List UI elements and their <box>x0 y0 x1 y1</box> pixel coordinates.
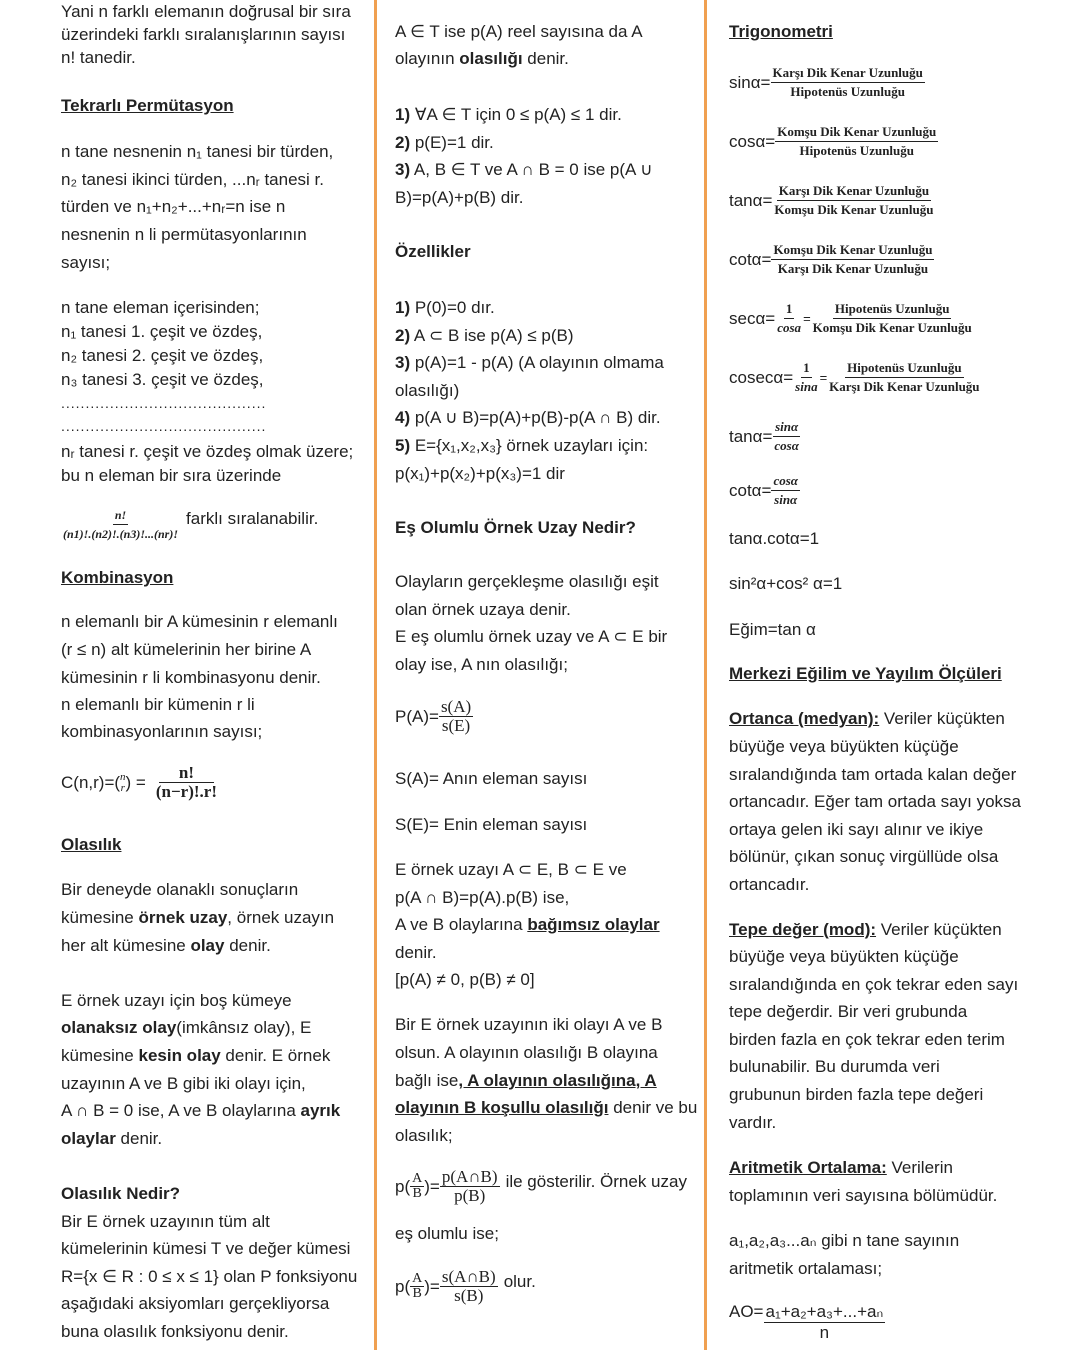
ortanca-line-4: ortancadır. Eğer tam ortada sayı yoksa <box>729 792 1021 811</box>
cc-eq: )= <box>424 1276 440 1296</box>
cc-a: A <box>412 1271 423 1286</box>
combination-fraction <box>154 764 219 801</box>
term-ortanca: Ortanca (medyan): <box>729 709 880 728</box>
def-line-2c: denir. <box>522 49 569 68</box>
nedir-line-3: R={x ∈ R : 0 ≤ x ≤ 1} olan P fonksiyonu <box>61 1267 358 1286</box>
cot-numerator: Komşu Dik Kenar Uzunluğu <box>771 241 934 260</box>
term-olanaksiz-olay: olanaksız olay <box>61 1018 177 1037</box>
combination-lhs: C(n,r)= <box>61 772 115 792</box>
kos-line-4b: denir ve bu <box>608 1098 698 1117</box>
ol-line-3c: denir. <box>224 936 271 955</box>
csc-fraction-1 <box>793 359 819 396</box>
term-tepe-deger: Tepe değer (mod): <box>729 920 877 939</box>
tan-ratio-formula <box>729 418 801 455</box>
komb-line-3: kümesinin r li kombinasyonu denir. <box>61 668 321 687</box>
combination-denominator: (n−r)!.r! <box>155 782 217 801</box>
ao-line-3: a₁,a₂,a₃...aₙ gibi n tane sayının <box>729 1231 960 1250</box>
tp-line-3: türden ve n₁+n₂+...+nᵣ=n ise n <box>61 197 286 216</box>
mod-line-8: vardır. <box>729 1113 777 1132</box>
cot2-denominator: sinα <box>774 492 798 507</box>
bos-line-2b: (imkânsız olay), E <box>176 1018 312 1037</box>
tan-fraction <box>772 182 935 219</box>
heading-ozellikler: Özellikler <box>395 242 471 261</box>
cond-b: B <box>412 1186 422 1201</box>
bos-line-3 <box>61 1046 330 1066</box>
column-divider-right <box>704 0 707 1350</box>
bos-line-6 <box>61 1129 162 1149</box>
intro-line-1: Yani n farklı elemanın doğrusal bir sıra <box>61 2 351 21</box>
ozellik-3-number: 3) <box>395 353 411 372</box>
bag-line-3 <box>395 915 660 935</box>
def-line-2 <box>395 49 569 69</box>
sin-formula <box>729 64 925 101</box>
cos-fraction <box>775 123 938 160</box>
kos-line-1: Bir E örnek uzayının iki olayı A ve B <box>395 1015 663 1034</box>
bag-line-3a: A ve B olaylarına <box>395 915 528 934</box>
cond-eq: )= <box>424 1176 440 1196</box>
bos-line-3c: denir. E örnek <box>220 1046 331 1065</box>
combination-formula <box>61 764 219 801</box>
sec-eq: = <box>803 311 811 326</box>
ortanca-line-6: bölünür, çıkan sonuç virgüllüde olsa <box>729 847 999 866</box>
es-line-4: olay ise, A nın olasılığı; <box>395 655 568 674</box>
binom-bottom: r <box>120 781 125 794</box>
conditional-count-formula <box>395 1268 536 1305</box>
ortanca-line-1b: Veriler küçükten <box>879 709 1005 728</box>
sin-lhs: sinα= <box>729 72 771 92</box>
sin-fraction <box>771 64 925 101</box>
tan-denominator: Komşu Dik Kenar Uzunluğu <box>774 202 934 217</box>
cot2-lhs: cotα= <box>729 480 772 500</box>
ozellik-2-text: A ⊂ B ise p(A) ≤ p(B) <box>410 326 574 345</box>
ol-line-2a: kümesine <box>61 908 139 927</box>
komb-line-4: n elemanlı bir kümenin r li <box>61 695 255 714</box>
ao-line-2: toplamının veri sayısına bölümüdür. <box>729 1186 998 1205</box>
ozellik-5 <box>395 436 648 456</box>
ozellik-5-text: E={x₁,x₂,x₃} örnek uzayları için: <box>410 436 649 455</box>
ozellik-2-number: 2) <box>395 326 411 345</box>
cc-numerator: s(A∩B) <box>441 1267 496 1286</box>
kos-line-2: olsun. A olayının olasılığı B olayına <box>395 1043 658 1062</box>
ortanca-line-5: ortaya gelen iki sayı alınır ve ikiye <box>729 820 984 839</box>
cc-p-open: p( <box>395 1276 411 1296</box>
csc-numerator-2: Hipotenüs Uzunluğu <box>845 359 964 378</box>
ao-denominator: n <box>819 1323 830 1342</box>
tan-cot-identity: tanα.cotα=1 <box>729 529 820 548</box>
pa-denominator: s(E) <box>441 716 471 735</box>
bos-line-3a: kümesine <box>61 1046 139 1065</box>
komb-line-2: (r ≤ n) alt kümelerinin her birine A <box>61 640 312 659</box>
kos-line-5: olasılık; <box>395 1126 453 1145</box>
bag-line-4: denir. <box>395 943 437 962</box>
ozellik-3 <box>395 353 664 373</box>
csc-eq: = <box>819 370 828 385</box>
ozellik-1-number: 1) <box>395 298 411 317</box>
csc-denominator-2: Karşı Dik Kenar Uzunluğu <box>829 379 980 394</box>
ozellik-4-text: p(A ∪ B)=p(A)+p(B)-p(A ∩ B) dir. <box>410 408 661 427</box>
mod-line-2: büyüğe veya büyükten küçüğe <box>729 947 959 966</box>
cot-lhs: cotα= <box>729 249 772 269</box>
nedir-line-1: Bir E örnek uzayının tüm alt <box>61 1212 270 1231</box>
term-olasiligi: olasılığı <box>459 49 523 68</box>
cond-a: A <box>412 1171 423 1186</box>
sec-numerator-1: 1 <box>784 300 795 319</box>
sa-line: S(A)= Anın eleman sayısı <box>395 769 588 788</box>
cc-fraction <box>440 1268 498 1305</box>
tan2-lhs: tanα= <box>729 426 773 446</box>
ao-lhs: AO= <box>729 1302 764 1321</box>
cond-text: ile gösterilir. Örnek uzay <box>505 1171 687 1191</box>
cc-ab-stack <box>410 1272 424 1301</box>
axiom-3 <box>395 160 653 180</box>
heading-kombinasyon: Kombinasyon <box>61 568 174 587</box>
bos-line-5a: A ∩ B = 0 ise, A ve B olaylarına <box>61 1101 301 1120</box>
cc-text: olur. <box>503 1271 536 1291</box>
ao-line-1b: Verilerin <box>886 1158 953 1177</box>
ozellik-3-cont: olasılığı) <box>395 381 460 400</box>
intro-line-3: n! tanedir. <box>61 48 136 67</box>
ozellik-4-number: 4) <box>395 408 411 427</box>
axiom-1 <box>395 105 622 125</box>
axiom-3-cont: B)=p(A)+p(B) dir. <box>395 188 524 207</box>
cond-fraction <box>440 1168 500 1205</box>
ozellik-4 <box>395 408 661 428</box>
dotted-line-1: .......................................... <box>61 395 267 411</box>
bag-line-2: p(A ∩ B)=p(A).p(B) ise, <box>395 888 570 907</box>
mod-line-7: grubunun birden fazla tepe değeri <box>729 1085 984 1104</box>
egim-line: Eğim=tan α <box>729 620 816 639</box>
column-3 <box>729 0 1069 1350</box>
cos-lhs: cosα= <box>729 131 776 151</box>
cos-denominator: Hipotenüs Uzunluğu <box>799 143 914 158</box>
column-divider-left <box>374 0 377 1350</box>
heading-olasilik: Olasılık <box>61 835 122 854</box>
tp-line-5: sayısı; <box>61 253 111 272</box>
ol-line-3 <box>61 936 271 956</box>
csc-lhs: cosecα= <box>729 367 794 387</box>
axiom-1-text: ∀A ∈ T için 0 ≤ p(A) ≤ 1 dir. <box>410 105 622 124</box>
pa-fraction <box>439 698 473 735</box>
term-ornek-uzay: örnek uzay <box>138 908 228 927</box>
axiom-2-number: 2) <box>395 133 411 152</box>
sin-denominator: Hipotenüs Uzunluğu <box>790 84 905 99</box>
csc-fraction-2 <box>827 359 981 396</box>
permutation-numerator: n! <box>113 506 128 525</box>
permutation-formula <box>61 506 318 543</box>
mod-line-1b: Veriler küçükten <box>876 920 1002 939</box>
heading-trigonometri: Trigonometri <box>729 22 833 41</box>
cond-p-open: p( <box>395 1176 411 1196</box>
tp-line-4: nesnenin n li permütasyonlarının <box>61 225 307 244</box>
ozellik-1 <box>395 298 495 318</box>
def-line-1: A ∈ T ise p(A) reel sayısına da A <box>395 22 643 41</box>
term-olay: olay <box>190 936 225 955</box>
term-kosullu-a: , A olayının olasılığına, A <box>458 1071 657 1090</box>
binom-close: ) = <box>125 772 146 792</box>
mod-line-4: tepe değerdir. Bir veri grubunda <box>729 1002 968 1021</box>
tan2-numerator: sinα <box>773 418 800 437</box>
sec-fraction-2 <box>811 300 974 337</box>
bos-line-2 <box>61 1018 311 1038</box>
sec-lhs: secα= <box>729 308 776 328</box>
def-line-2a: olayının <box>395 49 460 68</box>
term-aritmetik-ortalama: Aritmetik Ortalama: <box>729 1158 887 1177</box>
axiom-3-text: A, B ∈ T ve A ∩ B = 0 ise p(A ∪ <box>410 160 653 179</box>
term-olaylar: olaylar <box>61 1129 116 1148</box>
csc-formula <box>729 359 982 396</box>
te-line-5: nᵣ tanesi r. çeşit ve özdeş olmak üzere; <box>61 442 354 461</box>
mod-line-5: birden fazla en çok tekrar eden terim <box>729 1030 1005 1049</box>
csc-denominator-1: sina <box>795 379 818 394</box>
ao-line-4: aritmetik ortalaması; <box>729 1259 883 1278</box>
tp-line-2: n₂ tanesi ikinci türden, ...nᵣ tanesi r. <box>61 170 324 189</box>
mod-line-3: sıralandığında en çok tekrar eden sayı <box>729 975 1019 994</box>
te-line-3: n₂ tanesi 2. çeşit ve özdeş, <box>61 346 264 365</box>
term-ayrik: ayrık <box>300 1101 341 1120</box>
cot-formula <box>729 241 934 278</box>
ao-numerator: a₁+a₂+a₃+...+aₙ <box>765 1302 884 1321</box>
es-line-2: olan örnek uzaya denir. <box>395 600 571 619</box>
axiom-1-number: 1) <box>395 105 411 124</box>
combination-numerator: n! <box>159 764 214 783</box>
bos-line-1: E örnek uzayı için boş kümeye <box>61 991 292 1010</box>
ol-line-3a: her alt kümesine <box>61 936 191 955</box>
cot-ratio-formula <box>729 472 800 509</box>
heading-tekrarli-permutasyon: Tekrarlı Permütasyon <box>61 96 234 115</box>
heading-merkezi-egilim: Merkezi Eğilim ve Yayılım Ölçüleri <box>729 664 1002 683</box>
bag-line-5: [p(A) ≠ 0, p(B) ≠ 0] <box>395 970 535 989</box>
cot-denominator: Karşı Dik Kenar Uzunluğu <box>777 261 929 276</box>
cc-denominator: s(B) <box>454 1286 484 1305</box>
term-bagimsiz-olaylar: bağımsız olaylar <box>527 915 660 934</box>
bos-line-5 <box>61 1101 340 1121</box>
dotted-line-2: .......................................... <box>61 418 267 434</box>
column-2 <box>395 0 701 1350</box>
column-1 <box>61 0 371 1350</box>
kos-line-3a: bağlı ise <box>395 1071 459 1090</box>
ol-line-2 <box>61 908 334 928</box>
cot2-numerator: cosα <box>771 472 800 491</box>
tan-lhs: tanα= <box>729 190 773 210</box>
kos-line-4 <box>395 1098 697 1118</box>
mod-line-6: bulunabilir. Bu durumda veri <box>729 1057 940 1076</box>
term-kesin-olay: kesin olay <box>138 1046 221 1065</box>
cond-numerator: p(A∩B) <box>441 1167 498 1186</box>
nedir-line-2: kümelerinin kümesi T ve değer kümesi <box>61 1239 351 1258</box>
csc-numerator-1: 1 <box>801 359 812 378</box>
axiom-2 <box>395 133 494 153</box>
te-line-1: n tane eleman içerisinden; <box>61 298 260 317</box>
kos-line-3 <box>395 1071 657 1091</box>
cos-numerator: Komşu Dik Kenar Uzunluğu <box>775 123 938 142</box>
tan-numerator: Karşı Dik Kenar Uzunluğu <box>777 182 931 201</box>
bos-line-6b: denir. <box>115 1129 163 1148</box>
ozellik-1-text: P(0)=0 dır. <box>410 298 495 317</box>
tp-line-1: n tane nesnenin n₁ tanesi bir türden, <box>61 142 334 161</box>
ao-fraction <box>764 1302 886 1343</box>
ao-line-1 <box>729 1158 953 1178</box>
ol-line-2c: , örnek uzayın <box>227 908 335 927</box>
pa-formula <box>395 698 473 735</box>
pa-numerator: s(A) <box>440 697 472 716</box>
se-line: S(E)= Enin eleman sayısı <box>395 815 588 834</box>
pythagorean-identity: sin²α+cos² α=1 <box>729 574 843 593</box>
cot-fraction <box>771 241 934 278</box>
ao-formula <box>729 1302 885 1343</box>
intro-line-2: üzerindeki farklı sıralanışlarının sayısı <box>61 25 346 44</box>
permutation-text: farklı sıralanabilir. <box>186 508 319 528</box>
cond-ab-stack <box>410 1172 424 1201</box>
ol-line-1: Bir deneyde olanaklı sonuçların <box>61 880 299 899</box>
ortanca-line-1 <box>729 709 1005 729</box>
ozellik-5-cont: p(x₁)+p(x₂)+p(x₃)=1 dir <box>395 464 565 483</box>
pa-lhs: P(A)= <box>395 706 439 726</box>
binom-open: ( <box>114 772 121 792</box>
bag-line-1: E örnek uzayı A ⊂ E, B ⊂ E ve <box>395 860 627 879</box>
te-line-4: n₃ tanesi 3. çeşit ve özdeş, <box>61 370 264 389</box>
permutation-fraction <box>61 506 180 543</box>
permutation-denominator: (n1)!.(n2)!.(n3)!...(nr)! <box>63 527 179 541</box>
komb-line-5: kombinasyonlarının sayısı; <box>61 722 263 741</box>
binom-top: n <box>120 770 126 783</box>
komb-line-1: n elemanlı bir A kümesinin r elemanlı <box>61 612 338 631</box>
cc-b: B <box>412 1286 422 1301</box>
cos-formula <box>729 123 938 160</box>
ortanca-line-7: ortancadır. <box>729 875 810 894</box>
bos-line-4: uzayının A ve B gibi iki olayı için, <box>61 1074 306 1093</box>
ozellik-3-text: p(A)=1 - p(A) (A olayının olmama <box>410 353 664 372</box>
nedir-line-5: buna olasılık fonksiyonu denir. <box>61 1322 289 1341</box>
sec-denominator-1: cosa <box>777 320 802 335</box>
te-line-6: bu n eleman bir sıra üzerinde <box>61 466 282 485</box>
ozellik-5-number: 5) <box>395 436 411 455</box>
ortanca-line-3: sıralandığında tam ortada kalan değer <box>729 765 1017 784</box>
sec-denominator-2: Komşu Dik Kenar Uzunluğu <box>812 320 972 335</box>
es-line-1: Olayların gerçekleşme olasılığı eşit <box>395 572 659 591</box>
conditional-formula <box>395 1168 687 1205</box>
sec-numerator-2: Hipotenüs Uzunluğu <box>833 300 952 319</box>
sec-fraction-1 <box>775 300 803 337</box>
te-line-2: n₁ tanesi 1. çeşit ve özdeş, <box>61 322 263 341</box>
cot2-fraction <box>771 472 800 509</box>
axiom-3-number: 3) <box>395 160 411 179</box>
heading-olasilik-nedir: Olasılık Nedir? <box>61 1184 181 1203</box>
tan2-fraction <box>772 418 801 455</box>
es-line-3: E eş olumlu örnek uzay ve A ⊂ E bir <box>395 627 668 646</box>
ortanca-line-2: büyüğe veya büyükten küçüğe <box>729 737 959 756</box>
tan-formula <box>729 182 935 219</box>
cond-denominator: p(B) <box>454 1186 486 1205</box>
kos-line-6: eş olumlu ise; <box>395 1224 499 1243</box>
mod-line-1 <box>729 920 1002 940</box>
term-kosullu-olasilik: olayının B koşullu olasılığı <box>395 1098 609 1117</box>
tan2-denominator: cosα <box>774 438 799 453</box>
sec-formula <box>729 300 974 337</box>
sin-numerator: Karşı Dik Kenar Uzunluğu <box>771 64 925 83</box>
ozellik-2 <box>395 326 574 346</box>
heading-es-olumlu: Eş Olumlu Örnek Uzay Nedir? <box>395 518 636 537</box>
nedir-line-4: aşağıdaki aksiyomları gerçekliyorsa <box>61 1294 330 1313</box>
axiom-2-text: p(E)=1 dir. <box>410 133 494 152</box>
